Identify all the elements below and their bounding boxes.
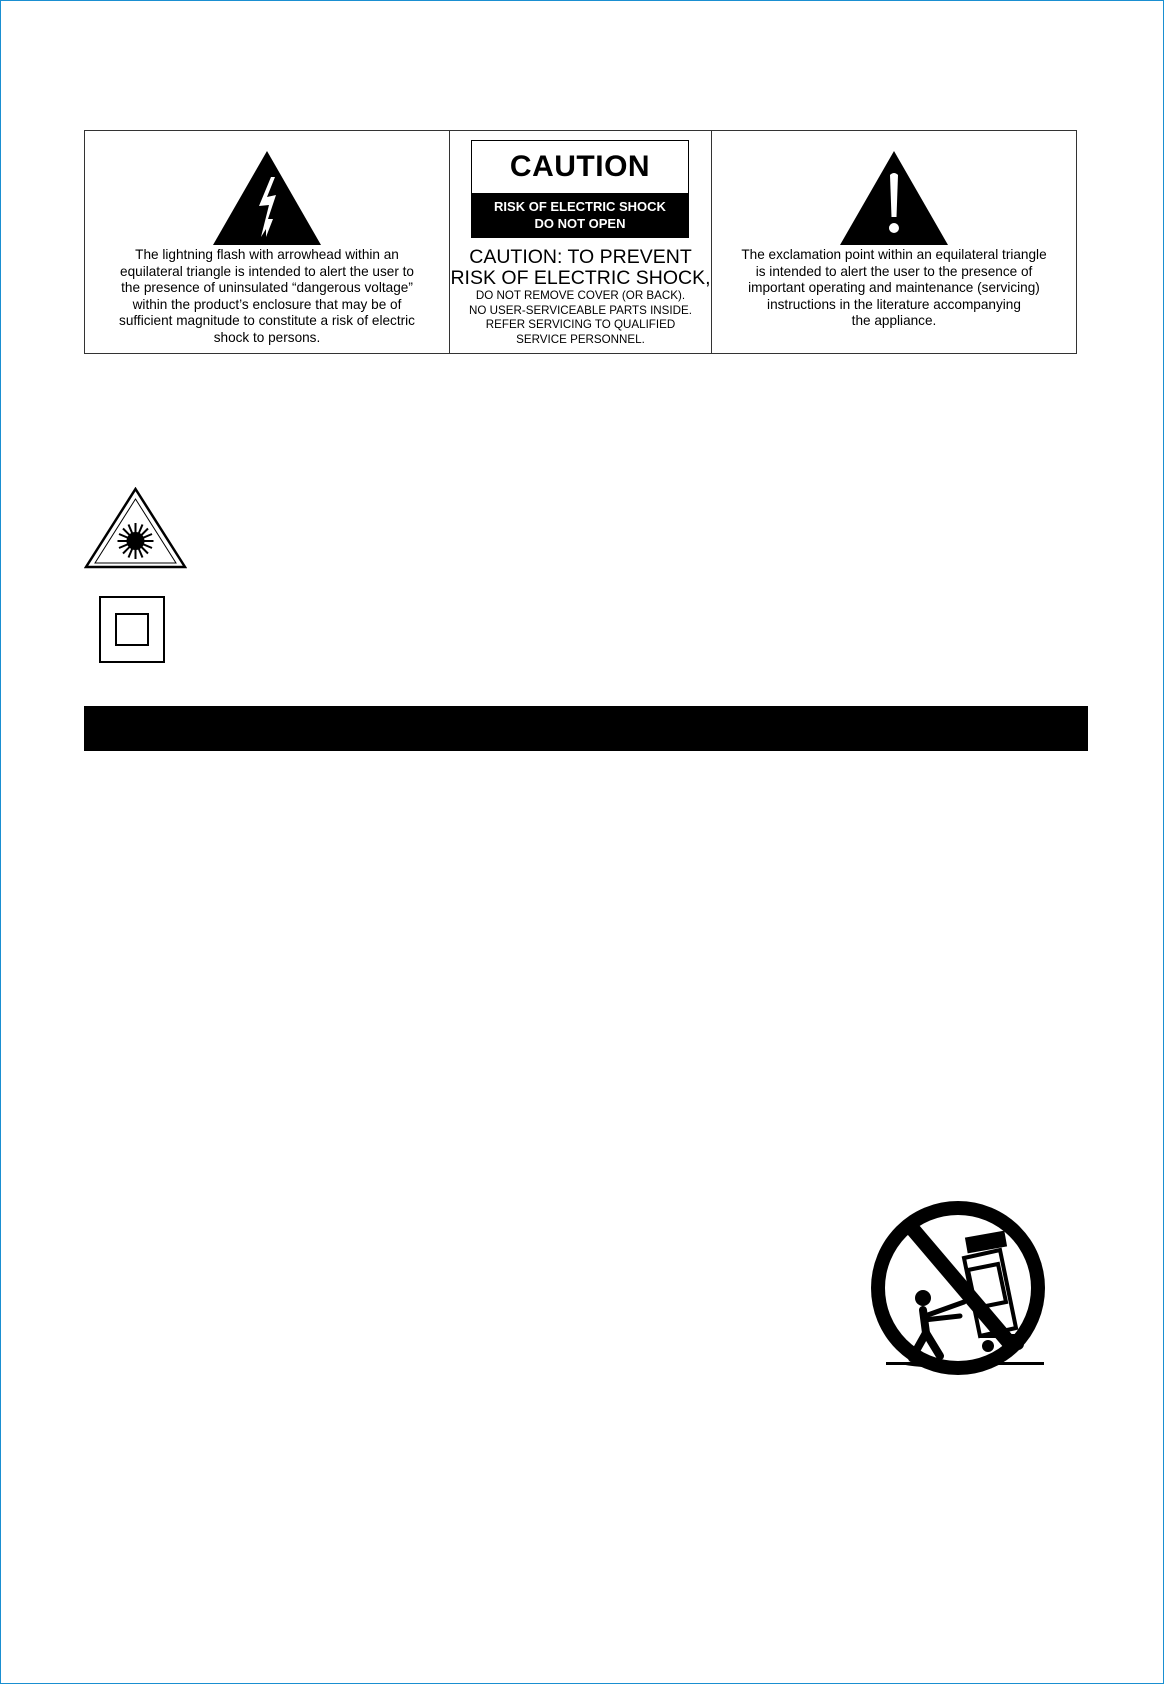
caution-band-line: RISK OF ELECTRIC SHOCK	[494, 199, 666, 214]
double-insulation-inner-square	[115, 613, 149, 646]
description-line: instructions in the literature accompanying	[767, 296, 1021, 312]
double-insulation-icon	[99, 596, 165, 663]
instruction-line: DO NOT REMOVE COVER (OR BACK).	[475, 289, 686, 302]
safety-symbols-table	[84, 130, 1077, 354]
lightning-triangle-icon	[213, 151, 321, 245]
exclamation-description	[718, 247, 1070, 330]
exclamation-cell	[712, 131, 1076, 353]
lightning-cell	[85, 131, 450, 353]
description-line: the presence of uninsulated “dangerous voltage”	[121, 280, 413, 295]
prevent-line: RISK OF ELECTRIC SHOCK,	[450, 267, 711, 289]
lightning-description	[91, 247, 443, 346]
description-line: The exclamation point within an equilateral triangle	[741, 247, 1047, 262]
caution-band	[472, 193, 688, 237]
prevent-heading	[450, 247, 711, 289]
instruction-line: REFER SERVICING TO QUALIFIED	[485, 318, 676, 331]
prevent-instructions	[450, 289, 711, 347]
caution-band-line: DO NOT OPEN	[534, 216, 626, 231]
description-line: shock to persons.	[213, 329, 321, 345]
caution-cell	[450, 131, 712, 353]
caution-label	[471, 140, 689, 238]
no-cart-tip-over-icon	[860, 1198, 1050, 1378]
description-line: within the product’s enclosure that may be of	[132, 296, 402, 312]
description-line: is intended to alert the user to the presence of	[755, 263, 1033, 279]
instruction-line: SERVICE PERSONNEL.	[516, 332, 645, 346]
description-line: important operating and maintenance (servicing)	[748, 280, 1040, 295]
section-header-bar	[84, 706, 1088, 751]
exclamation-triangle-icon	[840, 151, 948, 245]
description-line: the appliance.	[851, 313, 937, 328]
instruction-line: NO USER-SERVICEABLE PARTS INSIDE.	[469, 303, 692, 317]
description-line: sufficient magnitude to constitute a risk of electric	[119, 313, 415, 328]
laser-radiation-icon	[84, 487, 187, 569]
description-line: The lightning flash with arrowhead within an	[135, 247, 399, 262]
prevent-line: CAUTION: TO PREVENT	[469, 246, 692, 268]
description-line: equilateral triangle is intended to alert the user to	[120, 263, 414, 279]
caution-title: CAUTION	[509, 150, 651, 183]
